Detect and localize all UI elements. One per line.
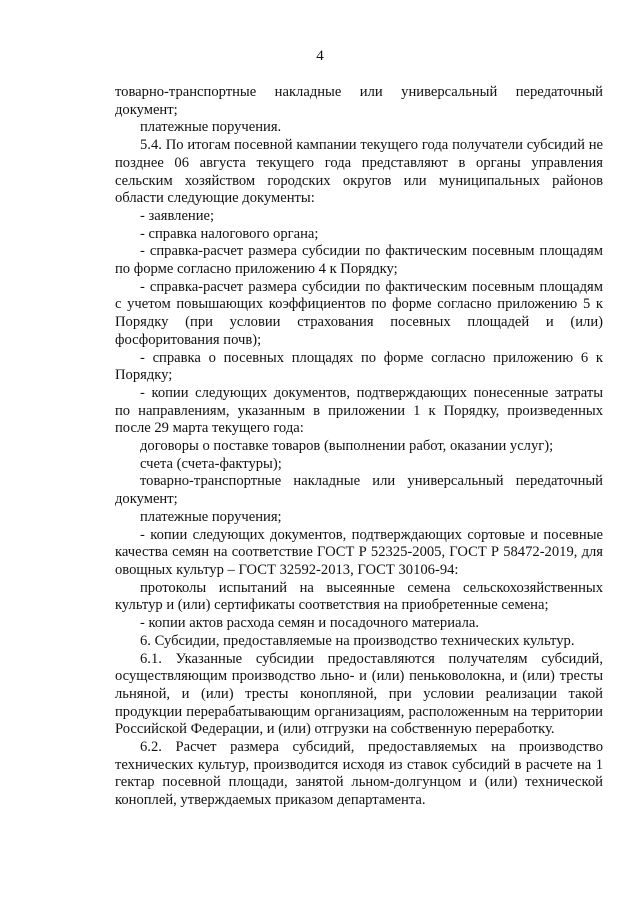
list-item-calc-appendix-5: - справка-расчет размера субсидии по фактическим посевным площадям с учетом повышающих коэффициентов по форме согласно приложению 5 к Порядку (при условии страхования посевных площадей и (или) фосфоритования почв); — [115, 278, 603, 348]
list-item-invoices: счета (счета-фактуры); — [140, 455, 282, 472]
paragraph-section-5-4: 5.4. По итогам посевной кампании текущего года получатели субсидий не позднее 06 августа текущего года представляют в органы управления сельским хозяйством городских округов или муниципальных районов области следующие документы: — [115, 137, 603, 207]
list-item-application: - заявление; — [140, 207, 215, 224]
list-item-cost-documents: - копии следующих документов, подтверждающих понесенные затраты по направлениям, указанным в приложении 1 к Порядку, произведенных после 29 марта текущего года: — [115, 384, 603, 437]
list-item-calc-appendix-4: - справка-расчет размера субсидии по фактическим посевным площадям по форме согласно приложению 4 к Порядку; — [115, 243, 603, 278]
list-item-sown-areas-appendix-6: - справка о посевных площадях по форме согласно приложению 6 к Порядку; — [115, 349, 603, 384]
paragraph-section-6: 6. Субсидии, предоставляемые на производство технических культур. — [140, 632, 575, 649]
list-item-tax-certificate: - справка налогового органа; — [140, 225, 319, 242]
page-number: 4 — [316, 48, 324, 64]
list-item-payment-orders-2: платежные поручения; — [140, 508, 282, 525]
paragraph-section-6-1: 6.1. Указанные субсидии предоставляются получателям субсидий, осуществляющим производство льно- и (или) пеньковолокна, и (или) тресты льняной, и (или) тресты конопляной, при условии реализации такой продукции перерабатывающим организациям, расположенным на территории Российской Федерации, и (или) отгрузки на собственную переработку. — [115, 650, 603, 738]
list-item-seed-quality-docs: - копии следующих документов, подтверждающих сортовые и посевные качества семян на соответствие ГОСТ Р 52325-2005, ГОСТ Р 58472-2019, для овощных культур – ГОСТ 32592-2013, ГОСТ 30106-94: — [115, 526, 603, 578]
list-item-seed-usage-acts: - копии актов расхода семян и посадочного материала. — [140, 615, 480, 632]
list-item-supply-contracts: договоры о поставке товаров (выполнении работ, оказании услуг); — [140, 438, 554, 455]
document-body — [115, 84, 603, 810]
paragraph-section-6-2: 6.2. Расчет размера субсидий, предоставляемых на производство технических культур, производится исходя из ставок субсидий в расчете на 1 гектар посевной площади, занятой льном-долгунцом и (или) технической коноплей, утверждаемых приказом департамента. — [115, 739, 603, 809]
paragraph-payment-orders-1: платежные поручения. — [140, 119, 282, 136]
list-item-transport-docs-2: товарно-транспортные накладные или универсальный передаточный документ; — [115, 473, 603, 508]
paragraph-transport-docs-1: товарно-транспортные накладные или универсальный передаточный документ; — [115, 84, 603, 118]
list-item-test-protocols: протоколы испытаний на высеянные семена сельскохозяйственных культур и (или) сертификаты соответствия на приобретенные семена; — [115, 579, 603, 614]
